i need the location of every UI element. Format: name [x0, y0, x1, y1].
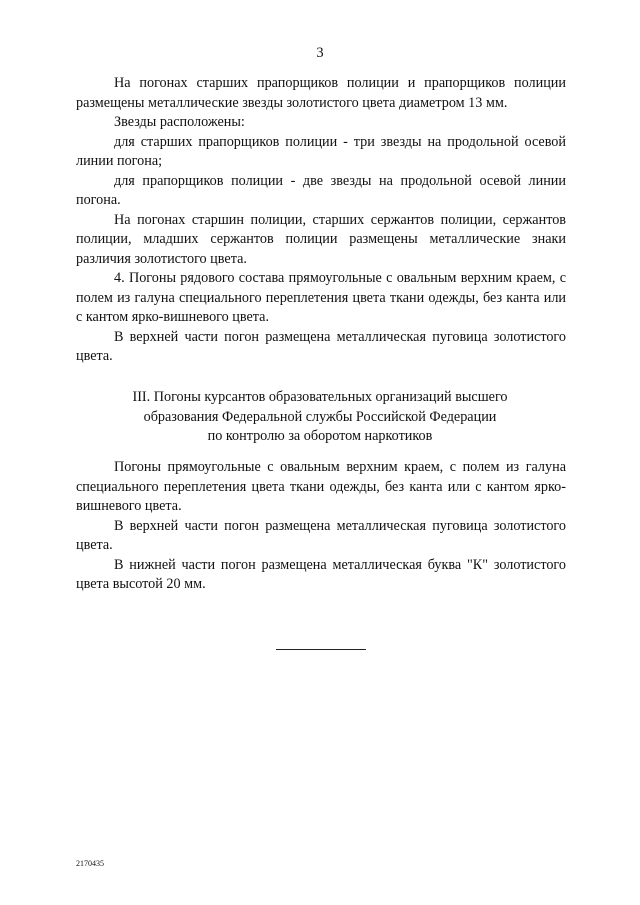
paragraph: Погоны прямоугольные с овальным верхним краем, с полем из галуна специального переплетения цвета ткани одежды, без канта или с кантом ярко-вишневого цвета.	[76, 459, 566, 514]
paragraph: В нижней части погон размещена металлическая буква "К" золотистого цвета высотой 20 мм.	[76, 556, 566, 592]
document-code: 2170435	[76, 859, 104, 868]
heading-line: III. Погоны курсантов образовательных организаций высшего	[132, 389, 508, 405]
heading-line: по контролю за оборотом наркотиков	[207, 428, 433, 444]
section-heading	[100, 388, 540, 447]
page-number: 3	[316, 45, 324, 61]
paragraph: В верхней части погон размещена металлическая пуговица золотистого цвета.	[76, 328, 566, 364]
paragraph: 4. Погоны рядового состава прямоугольные с овальным верхним краем, с полем из галуна специального переплетения цвета ткани одежды, без канта или с кантом ярко-вишневого цвета.	[76, 270, 566, 325]
paragraph: На погонах старшин полиции, старших сержантов полиции, сержантов полиции, младших сержантов полиции размещены металлические знаки различия золотистого цвета.	[76, 211, 566, 267]
paragraph: На погонах старших прапорщиков полиции и прапорщиков полиции размещены металлические звезды золотистого цвета диаметром 13 мм.	[76, 75, 566, 111]
paragraph: В верхней части погон размещена металлическая пуговица золотистого цвета.	[76, 517, 566, 553]
paragraph: для прапорщиков полиции - две звезды на продольной осевой линии погона.	[76, 172, 566, 208]
paragraph: Звезды расположены:	[114, 114, 245, 130]
paragraph: для старших прапорщиков полиции - три звезды на продольной осевой линии погона;	[76, 133, 566, 169]
heading-line: образования Федеральной службы Российской Федерации	[143, 408, 497, 425]
body-text-lower	[76, 458, 566, 595]
end-separator-line	[276, 649, 366, 650]
body-text-upper	[76, 74, 566, 367]
